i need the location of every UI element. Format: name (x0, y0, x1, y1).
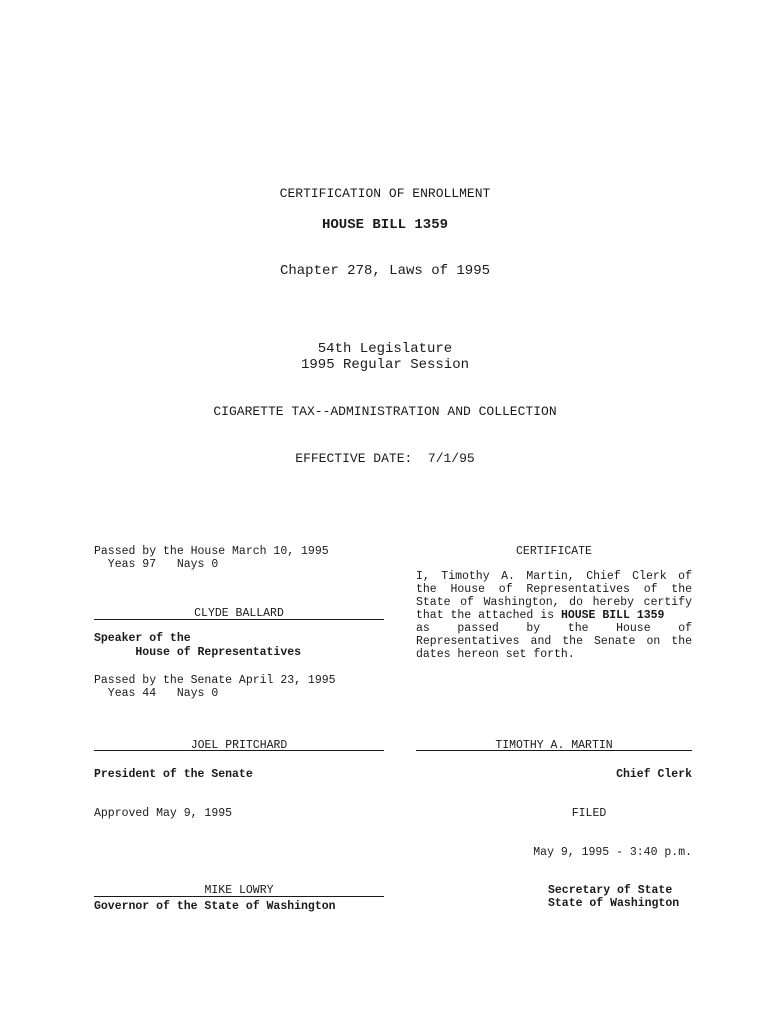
clerk-title: Chief Clerk (616, 768, 692, 781)
clerk-name: TIMOTHY A. MARTIN (495, 739, 613, 752)
president-signature-line (94, 750, 384, 751)
speaker-name: CLYDE BALLARD (194, 607, 284, 620)
senate-votes: Yeas 44 Nays 0 (94, 687, 219, 700)
clerk-signature-line (416, 750, 692, 751)
approved-line: Approved May 9, 1995 (94, 807, 233, 820)
house-passed-line: Passed by the House March 10, 1995 (94, 545, 329, 558)
speaker-signature-line (94, 619, 384, 620)
speaker-title-1: Speaker of the (94, 632, 191, 645)
filed-label: FILED (571, 807, 607, 820)
secretary-title-2: State of Washington (548, 897, 680, 910)
senate-passed-line: Passed by the Senate April 23, 1995 (94, 674, 336, 687)
certificate-heading: CERTIFICATE (516, 545, 592, 558)
governor-signature-line (94, 896, 384, 897)
president-title: President of the Senate (94, 768, 253, 781)
certificate-line-6: Representatives and the Senate on the (416, 635, 692, 648)
bill-number: HOUSE BILL 1359 (321, 217, 449, 233)
governor-name: MIKE LOWRY (204, 884, 274, 897)
legislature-line: 54th Legislature (317, 341, 453, 357)
secretary-title-1: Secretary of State (548, 884, 673, 897)
certificate-line-5: as passed by the House of (416, 622, 692, 635)
certificate-line-4 (416, 609, 692, 622)
bill-subject: CIGARETTE TAX--ADMINISTRATION AND COLLECTION (213, 404, 557, 419)
governor-title: Governor of the State of Washington (94, 900, 336, 913)
session-line: 1995 Regular Session (300, 357, 470, 373)
house-votes: Yeas 97 Nays 0 (94, 558, 219, 571)
filed-date: May 9, 1995 - 3:40 p.m. (533, 846, 692, 859)
effective-date: EFFECTIVE DATE: 7/1/95 (295, 451, 475, 466)
chapter-line: Chapter 278, Laws of 1995 (279, 263, 491, 279)
certificate-line-7: dates hereon set forth. (416, 648, 575, 661)
certificate-line-1: I, Timothy A. Martin, Chief Clerk of (416, 570, 692, 583)
certification-title: CERTIFICATION OF ENROLLMENT (279, 186, 491, 201)
speaker-title-2: House of Representatives (94, 646, 302, 659)
certificate-line-4-text: that the attached is (416, 609, 561, 622)
president-name: JOEL PRITCHARD (190, 739, 288, 752)
certificate-line-2: the House of Representatives of the (416, 583, 692, 596)
certificate-line-3: State of Washington, do hereby certify (416, 596, 692, 609)
certificate-bill-ref: HOUSE BILL 1359 (560, 609, 665, 622)
